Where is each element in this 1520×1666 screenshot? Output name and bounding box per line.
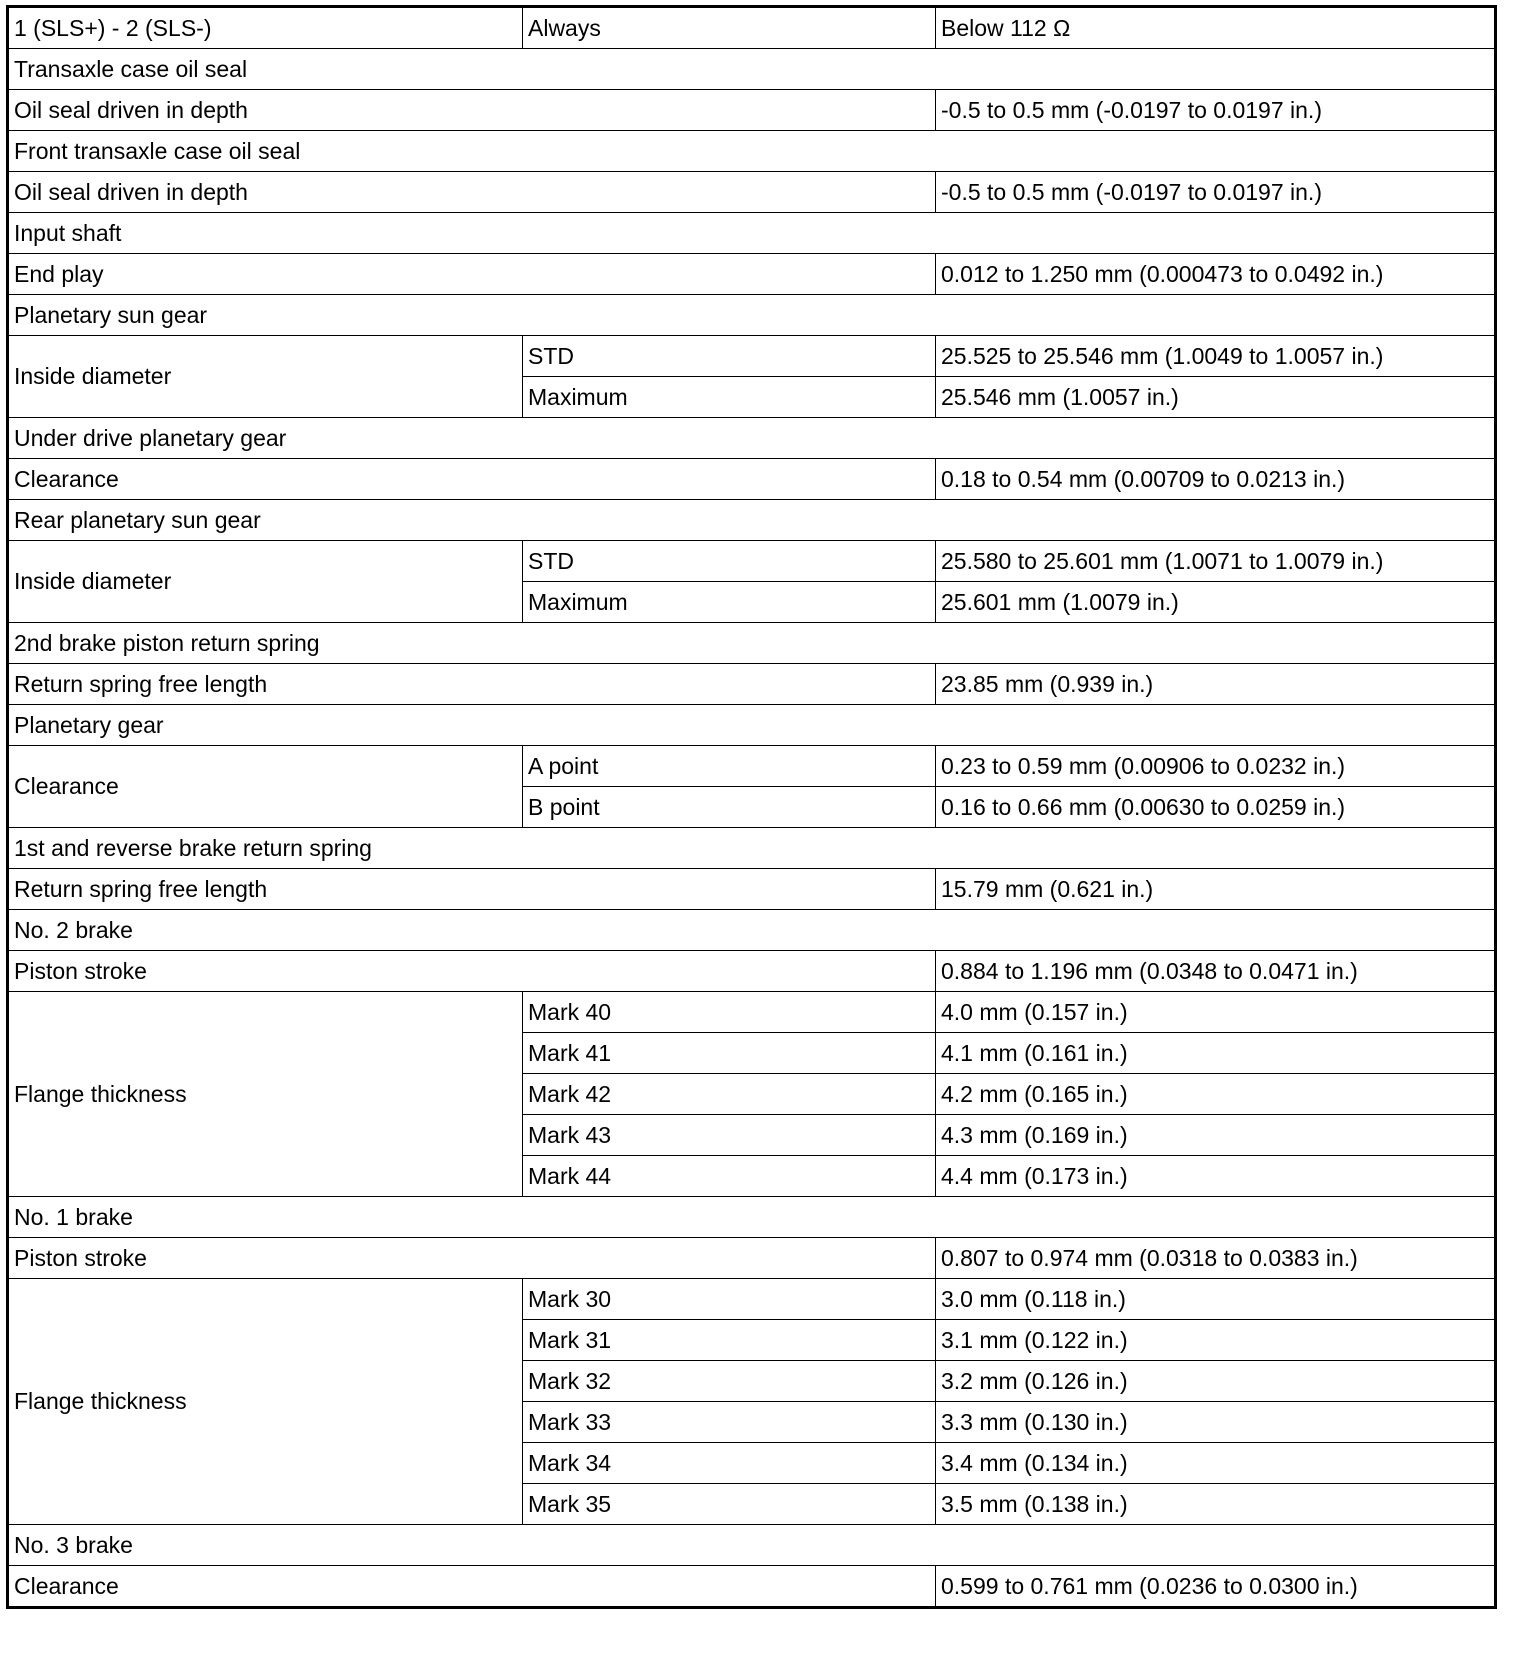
spec-value: 25.525 to 25.546 mm (1.0049 to 1.0057 in.): [936, 336, 1496, 377]
section-title: Planetary sun gear: [8, 295, 1496, 336]
section-header-row: [8, 131, 1496, 172]
spec-value: 3.1 mm (0.122 in.): [936, 1320, 1496, 1361]
item-label: Return spring free length: [8, 664, 936, 705]
item-label: Piston stroke: [8, 1238, 936, 1279]
condition-label: Mark 44: [523, 1156, 936, 1197]
condition-label: Maximum: [523, 377, 936, 418]
specification-table-body: [8, 7, 1496, 1608]
spec-value: 0.012 to 1.250 mm (0.000473 to 0.0492 in.): [936, 254, 1496, 295]
spec-value: 0.884 to 1.196 mm (0.0348 to 0.0471 in.): [936, 951, 1496, 992]
section-header-row: [8, 828, 1496, 869]
item-label: Return spring free length: [8, 869, 936, 910]
section-title: Input shaft: [8, 213, 1496, 254]
spec-value: 3.0 mm (0.118 in.): [936, 1279, 1496, 1320]
spec-value: -0.5 to 0.5 mm (-0.0197 to 0.0197 in.): [936, 90, 1496, 131]
table-row: [8, 1566, 1496, 1608]
table-row: [8, 254, 1496, 295]
spec-value: 25.546 mm (1.0057 in.): [936, 377, 1496, 418]
spec-value: 0.16 to 0.66 mm (0.00630 to 0.0259 in.): [936, 787, 1496, 828]
condition-label: Mark 35: [523, 1484, 936, 1525]
specification-table: [6, 5, 1497, 1609]
section-title: No. 2 brake: [8, 910, 1496, 951]
spec-value: 0.599 to 0.761 mm (0.0236 to 0.0300 in.): [936, 1566, 1496, 1608]
item-label: Clearance: [8, 1566, 936, 1608]
condition-label: Mark 40: [523, 992, 936, 1033]
condition-label: STD: [523, 541, 936, 582]
table-row: [8, 746, 1496, 787]
table-row: [8, 992, 1496, 1033]
table-row: [8, 90, 1496, 131]
condition-label: STD: [523, 336, 936, 377]
section-header-row: [8, 1197, 1496, 1238]
table-row: [8, 869, 1496, 910]
spec-value: 4.2 mm (0.165 in.): [936, 1074, 1496, 1115]
section-header-row: [8, 295, 1496, 336]
item-label: Oil seal driven in depth: [8, 172, 936, 213]
spec-value: 3.3 mm (0.130 in.): [936, 1402, 1496, 1443]
spec-value: 0.23 to 0.59 mm (0.00906 to 0.0232 in.): [936, 746, 1496, 787]
section-title: No. 3 brake: [8, 1525, 1496, 1566]
spec-value: 15.79 mm (0.621 in.): [936, 869, 1496, 910]
section-title: No. 1 brake: [8, 1197, 1496, 1238]
condition-label: Always: [523, 7, 936, 49]
item-label: Flange thickness: [8, 992, 523, 1197]
section-title: 2nd brake piston return spring: [8, 623, 1496, 664]
section-header-row: [8, 213, 1496, 254]
condition-label: Mark 30: [523, 1279, 936, 1320]
condition-label: Mark 34: [523, 1443, 936, 1484]
table-row: [8, 951, 1496, 992]
item-label: End play: [8, 254, 936, 295]
item-label: Oil seal driven in depth: [8, 90, 936, 131]
spec-value: 23.85 mm (0.939 in.): [936, 664, 1496, 705]
condition-label: A point: [523, 746, 936, 787]
section-header-row: [8, 1525, 1496, 1566]
spec-value: 3.4 mm (0.134 in.): [936, 1443, 1496, 1484]
item-label: Piston stroke: [8, 951, 936, 992]
table-row: [8, 664, 1496, 705]
spec-value: 4.4 mm (0.173 in.): [936, 1156, 1496, 1197]
spec-value: 4.3 mm (0.169 in.): [936, 1115, 1496, 1156]
spec-value: 4.0 mm (0.157 in.): [936, 992, 1496, 1033]
spec-value: -0.5 to 0.5 mm (-0.0197 to 0.0197 in.): [936, 172, 1496, 213]
condition-label: Mark 33: [523, 1402, 936, 1443]
item-label: Clearance: [8, 459, 936, 500]
section-title: 1st and reverse brake return spring: [8, 828, 1496, 869]
section-header-row: [8, 418, 1496, 459]
spec-value: 25.601 mm (1.0079 in.): [936, 582, 1496, 623]
condition-label: Mark 32: [523, 1361, 936, 1402]
table-row: [8, 1279, 1496, 1320]
section-header-row: [8, 500, 1496, 541]
item-label: Inside diameter: [8, 541, 523, 623]
table-row: [8, 7, 1496, 49]
section-title: Planetary gear: [8, 705, 1496, 746]
condition-label: Mark 43: [523, 1115, 936, 1156]
table-row: [8, 1238, 1496, 1279]
spec-value: 0.18 to 0.54 mm (0.00709 to 0.0213 in.): [936, 459, 1496, 500]
spec-value: Below 112 Ω: [936, 7, 1496, 49]
spec-value: 3.5 mm (0.138 in.): [936, 1484, 1496, 1525]
table-row: [8, 172, 1496, 213]
table-row: [8, 541, 1496, 582]
table-row: [8, 336, 1496, 377]
section-header-row: [8, 705, 1496, 746]
condition-label: Mark 31: [523, 1320, 936, 1361]
item-label: 1 (SLS+) - 2 (SLS-): [8, 7, 523, 49]
section-title: Front transaxle case oil seal: [8, 131, 1496, 172]
section-title: Transaxle case oil seal: [8, 49, 1496, 90]
section-header-row: [8, 910, 1496, 951]
spec-value: 3.2 mm (0.126 in.): [936, 1361, 1496, 1402]
condition-label: Mark 41: [523, 1033, 936, 1074]
section-title: Rear planetary sun gear: [8, 500, 1496, 541]
table-row: [8, 459, 1496, 500]
condition-label: Mark 42: [523, 1074, 936, 1115]
item-label: Inside diameter: [8, 336, 523, 418]
condition-label: Maximum: [523, 582, 936, 623]
section-title: Under drive planetary gear: [8, 418, 1496, 459]
spec-value: 4.1 mm (0.161 in.): [936, 1033, 1496, 1074]
spec-value: 0.807 to 0.974 mm (0.0318 to 0.0383 in.): [936, 1238, 1496, 1279]
section-header-row: [8, 623, 1496, 664]
item-label: Flange thickness: [8, 1279, 523, 1525]
item-label: Clearance: [8, 746, 523, 828]
spec-value: 25.580 to 25.601 mm (1.0071 to 1.0079 in.): [936, 541, 1496, 582]
section-header-row: [8, 49, 1496, 90]
condition-label: B point: [523, 787, 936, 828]
